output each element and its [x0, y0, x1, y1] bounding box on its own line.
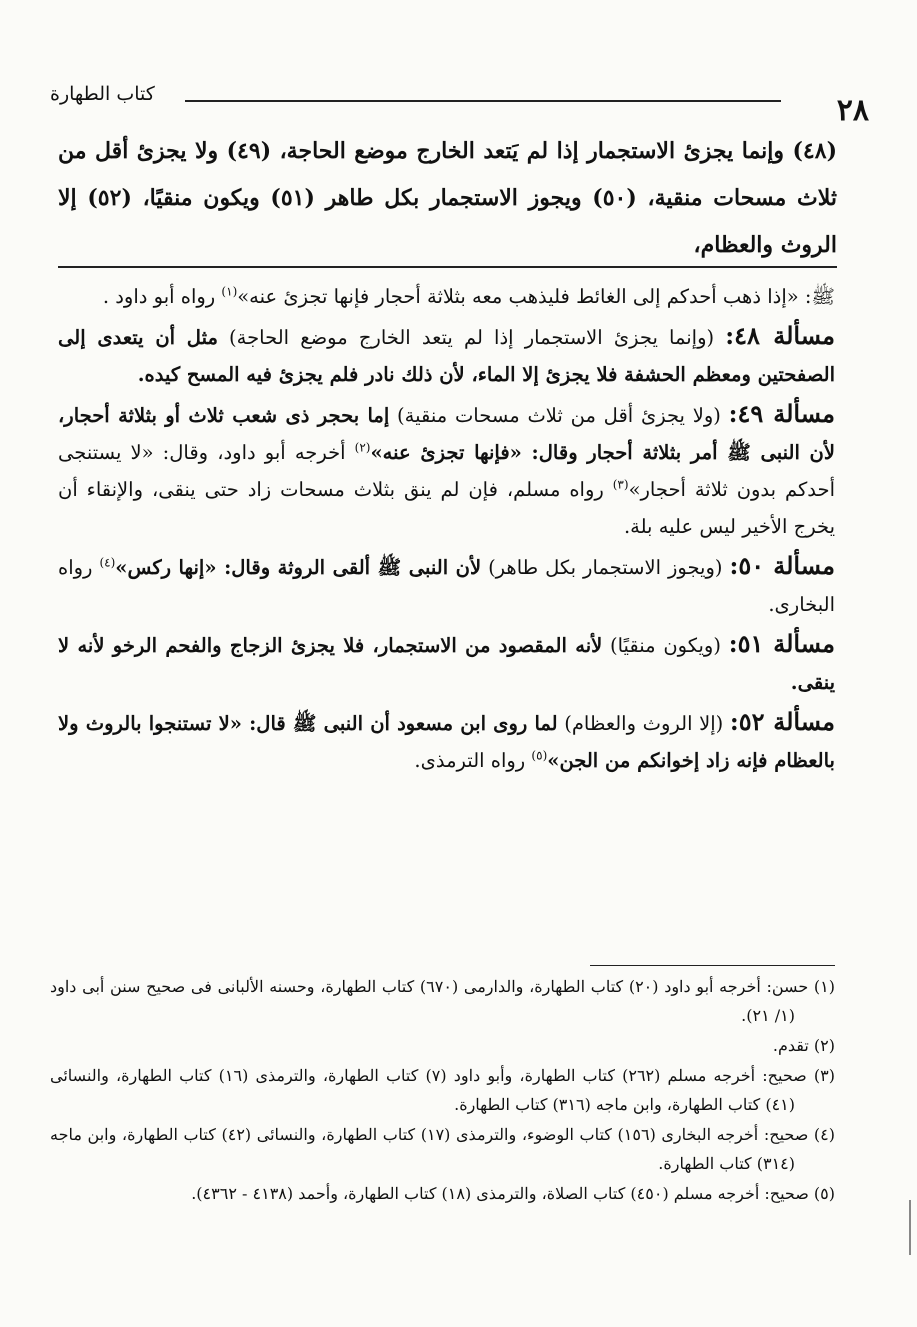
masala-quote: (إلا الروث والعظام) [557, 712, 730, 735]
footnote-item: (١) حسن: أخرجه أبو داود (٢٠) كتاب الطهارة، والدارمى (٦٧٠) كتاب الطهارة، وحسنه الألبانى فى صحيح سنن أبى داود (١/ ٢١). [50, 977, 835, 1025]
footnote-item: (٥) صحيح: أخرجه مسلم (٤٥٠) كتاب الصلاة، والترمذى (١٨) كتاب الطهارة، وأحمد (٤١٣٨ - ٤٣٦٢). [191, 1184, 835, 1203]
matn-divider [58, 266, 837, 268]
footnotes [50, 972, 835, 1209]
commentary-body [58, 278, 835, 781]
masala-quote: (ويجوز الاستجمار بكل طاهر) [481, 556, 730, 579]
intro-paragraph: ﷺ: «إذا ذهب أحدكم إلى الغائط فليذهب معه بثلاثة أحجار فإنها تجزئ عنه»$^{(١)}$ رواه أبو داود . [102, 284, 835, 308]
masala-50: مسألة ٥٠: (ويجوز الاستجمار بكل طاهر) لأن النبى ﷺ ألقى الروثة وقال: «إنها ركس»$^{(٤)}$ رواه البخارى. [58, 551, 835, 616]
footnote-ref[interactable]: (٣) [612, 477, 629, 492]
masala-quote: (ولا يجزئ أقل من ثلاث مسحات منقية) [389, 404, 729, 427]
masala-52: مسألة ٥٢: (إلا الروث والعظام) لما روى ابن مسعود أن النبى ﷺ قال: «لا تستنجوا بالروث ولا بالعظام فإنه زاد إخوانكم من الجن»$^{(٥)}$ رواه الترمذى. [58, 707, 835, 772]
masala-49: مسألة ٤٩: (ولا يجزئ أقل من ثلاث مسحات منقية) إما بحجر ذى شعب ثلاث أو بثلاثة أحجار، لأن النبى ﷺ أمر بثلاثة أحجار وقال: «فإنها تجزئ عنه»$^{(٢)}$ أخرجه أبو داود، وقال: «لا يستنجى أحدكم بدون ثلاثة أحجار»$^{(٣)}$ رواه مسلم، فإن لم ينق بثلاث مسحات زاد حتى ينقى، والإنقاء أن يخرج الأخير ليس عليه بلة. [58, 399, 835, 538]
masala-51: مسألة ٥١: (ويكون منقيًا) لأنه المقصود من الاستجمار، فلا يجزئ الزجاج والفحم الرخو لأنه لا ينقى. [58, 629, 835, 694]
masala-label: مسألة ٥١: [728, 629, 835, 658]
masala-label: مسألة ٤٨: [725, 321, 835, 350]
footnote-ref[interactable]: (١) [221, 284, 238, 299]
running-title: كتاب الطهارة [50, 83, 155, 105]
footnote-item: (٢) تقدم. [772, 1036, 835, 1055]
footnote-ref[interactable]: (٢) [354, 440, 371, 455]
footnote-divider [590, 965, 835, 966]
masala-label: مسألة ٥٠: [729, 551, 835, 580]
page-header [50, 83, 869, 128]
masala-label: مسألة ٤٩: [728, 399, 835, 428]
masala-quote: (ويكون منقيًا) [602, 634, 729, 657]
footnote-ref[interactable]: (٤) [99, 555, 116, 570]
matn-text: (٤٨) وإنما يجزئ الاستجمار إذا لم يَتعد الخارج موضع الحاجة، (٤٩) ولا يجزئ أقل من ثلاث مسحات منقية، (٥٠) ويجوز الاستجمار بكل طاهر (٥١) ويكون منقيًا، (٥٢) إلا الروث والعظام، [58, 138, 838, 258]
masala-quote: (وإنما يجزئ الاستجمار إذا لم يتعد الخارج موضع الحاجة) [217, 326, 726, 349]
footnote-item: (٤) صحيح: أخرجه البخارى (١٥٦) كتاب الوضوء، والترمذى (١٧) كتاب الطهارة، والنسائى (٤٢) كتاب الطهارة، وابن ماجه (٣١٤) كتاب الطهارة. [50, 1125, 835, 1173]
header-rule [185, 100, 781, 102]
masala-label: مسألة ٥٢: [729, 707, 835, 736]
masala-48: مسألة ٤٨: (وإنما يجزئ الاستجمار إذا لم يتعد الخارج موضع الحاجة) مثل أن يتعدى إلى الصفحتين ومعظم الحشفة فلا يجزئ إلا الماء، لأن ذلك نادر فلم يجزئ فيه المسح كيده. [58, 321, 835, 386]
footnote-ref[interactable]: (٥) [531, 748, 548, 763]
footnote-item: (٣) صحيح: أخرجه مسلم (٢٦٢) كتاب الطهارة، وأبو داود (٧) كتاب الطهارة، والترمذى (١٦) كتاب الطهارة، والنسائى (٤١) كتاب الطهارة، وابن ماجه (٣١٦) كتاب الطهارة. [50, 1066, 835, 1114]
scan-edge-mark [909, 1200, 911, 1255]
page-number: ٢٨ [836, 93, 869, 128]
